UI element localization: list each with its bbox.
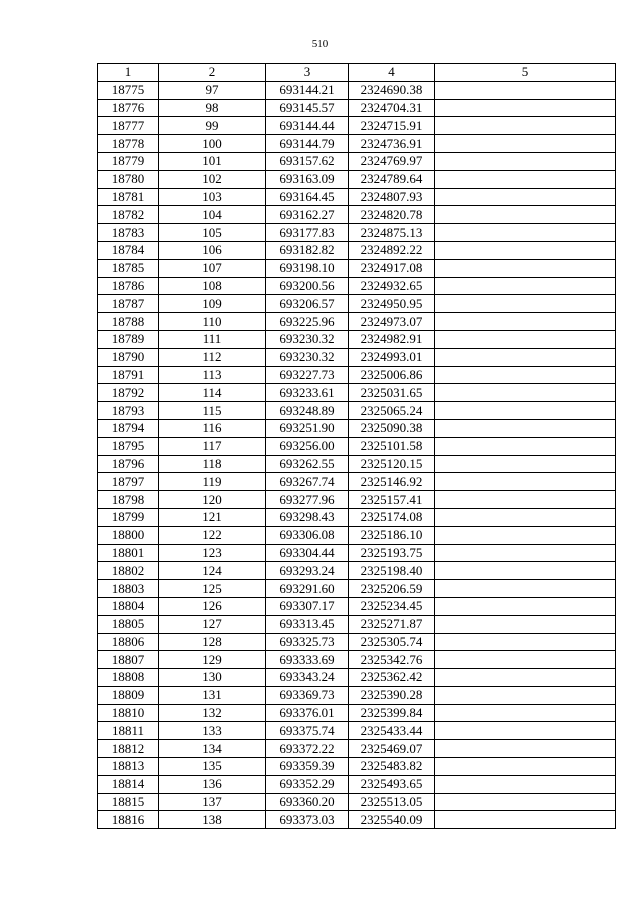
- table-cell: [435, 384, 616, 402]
- table-cell: 693248.89: [266, 402, 349, 420]
- table-cell: 133: [159, 722, 266, 740]
- table-cell: [435, 580, 616, 598]
- table-cell: 2325031.65: [349, 384, 435, 402]
- table-cell: 693164.45: [266, 188, 349, 206]
- table-cell: 18783: [98, 224, 159, 242]
- table-cell: 18801: [98, 544, 159, 562]
- table-cell: 693376.01: [266, 704, 349, 722]
- table-cell: 2324892.22: [349, 241, 435, 259]
- table-cell: 693157.62: [266, 152, 349, 170]
- table-row: [98, 615, 616, 633]
- table-row: [98, 811, 616, 829]
- table-cell: [435, 508, 616, 526]
- table-cell: 693233.61: [266, 384, 349, 402]
- table-cell: 18806: [98, 633, 159, 651]
- table-cell: [435, 437, 616, 455]
- column-header: 2: [159, 64, 266, 82]
- table-cell: 18814: [98, 775, 159, 793]
- table-cell: 693198.10: [266, 259, 349, 277]
- table-row: [98, 508, 616, 526]
- table-cell: 2325342.76: [349, 651, 435, 669]
- table-cell: 131: [159, 686, 266, 704]
- table-cell: 125: [159, 580, 266, 598]
- table-cell: 2325157.41: [349, 491, 435, 509]
- table-row: [98, 384, 616, 402]
- table-cell: 18812: [98, 740, 159, 758]
- table-cell: [435, 188, 616, 206]
- table-cell: 693144.44: [266, 117, 349, 135]
- table-cell: [435, 686, 616, 704]
- table-cell: [435, 135, 616, 153]
- table-cell: 2325206.59: [349, 580, 435, 598]
- table-cell: 693369.73: [266, 686, 349, 704]
- table-cell: 18789: [98, 330, 159, 348]
- table-cell: 18795: [98, 437, 159, 455]
- table-cell: 107: [159, 259, 266, 277]
- column-header: 5: [435, 64, 616, 82]
- table-cell: 693325.73: [266, 633, 349, 651]
- table-cell: 18796: [98, 455, 159, 473]
- table-cell: 123: [159, 544, 266, 562]
- table-cell: 2325186.10: [349, 526, 435, 544]
- table-cell: 693256.00: [266, 437, 349, 455]
- table-cell: 2325305.74: [349, 633, 435, 651]
- table-cell: [435, 277, 616, 295]
- table-cell: 18793: [98, 402, 159, 420]
- table-cell: 115: [159, 402, 266, 420]
- table-cell: 2325390.28: [349, 686, 435, 704]
- table-cell: 18785: [98, 259, 159, 277]
- table-cell: [435, 811, 616, 829]
- table-row: [98, 224, 616, 242]
- table-cell: 2324769.97: [349, 152, 435, 170]
- table-row: [98, 544, 616, 562]
- column-header: 3: [266, 64, 349, 82]
- table-cell: [435, 330, 616, 348]
- table-cell: 18802: [98, 562, 159, 580]
- table-cell: 2325006.86: [349, 366, 435, 384]
- table-cell: 111: [159, 330, 266, 348]
- table-cell: [435, 633, 616, 651]
- table-row: [98, 277, 616, 295]
- table-cell: 693343.24: [266, 669, 349, 687]
- table-cell: 2325120.15: [349, 455, 435, 473]
- table-cell: [435, 740, 616, 758]
- table-cell: 693359.39: [266, 758, 349, 776]
- table-row: [98, 188, 616, 206]
- table-cell: 2325198.40: [349, 562, 435, 580]
- table-row: [98, 402, 616, 420]
- table-cell: 2325483.82: [349, 758, 435, 776]
- table-cell: 18780: [98, 170, 159, 188]
- table-cell: [435, 562, 616, 580]
- table-cell: 112: [159, 348, 266, 366]
- table-row: [98, 366, 616, 384]
- table-cell: 2325469.07: [349, 740, 435, 758]
- table-cell: [435, 152, 616, 170]
- table-cell: 18813: [98, 758, 159, 776]
- table-cell: [435, 117, 616, 135]
- table-cell: 693230.32: [266, 348, 349, 366]
- table-cell: 18777: [98, 117, 159, 135]
- table-cell: 18799: [98, 508, 159, 526]
- table-cell: 2325271.87: [349, 615, 435, 633]
- table-cell: 693291.60: [266, 580, 349, 598]
- table-cell: [435, 455, 616, 473]
- table-cell: 18804: [98, 597, 159, 615]
- table-cell: 693360.20: [266, 793, 349, 811]
- column-header: 1: [98, 64, 159, 82]
- table-body: [98, 81, 616, 828]
- table-cell: [435, 313, 616, 331]
- table-cell: 18805: [98, 615, 159, 633]
- table-row: [98, 99, 616, 117]
- table-cell: 134: [159, 740, 266, 758]
- table-cell: 18800: [98, 526, 159, 544]
- table-cell: 18784: [98, 241, 159, 259]
- table-cell: 18790: [98, 348, 159, 366]
- table-cell: 2325234.45: [349, 597, 435, 615]
- table-cell: 106: [159, 241, 266, 259]
- table-row: [98, 170, 616, 188]
- table-cell: 114: [159, 384, 266, 402]
- table-cell: 18788: [98, 313, 159, 331]
- table-cell: 2324715.91: [349, 117, 435, 135]
- table-cell: 18782: [98, 206, 159, 224]
- table-cell: 2325193.75: [349, 544, 435, 562]
- table-cell: 101: [159, 152, 266, 170]
- table-row: [98, 775, 616, 793]
- table-cell: 100: [159, 135, 266, 153]
- table-row: [98, 437, 616, 455]
- table-cell: 693163.09: [266, 170, 349, 188]
- table-cell: 18781: [98, 188, 159, 206]
- table-header-row: [98, 64, 616, 82]
- table-row: [98, 135, 616, 153]
- table-row: [98, 562, 616, 580]
- table-row: [98, 419, 616, 437]
- table-cell: 693267.74: [266, 473, 349, 491]
- table-cell: 18792: [98, 384, 159, 402]
- table-row: [98, 152, 616, 170]
- table-cell: [435, 206, 616, 224]
- table-cell: [435, 419, 616, 437]
- table-cell: 693227.73: [266, 366, 349, 384]
- table-cell: [435, 544, 616, 562]
- table-cell: 103: [159, 188, 266, 206]
- table-cell: [435, 651, 616, 669]
- table-row: [98, 740, 616, 758]
- table-cell: 2325065.24: [349, 402, 435, 420]
- table-cell: 2324789.64: [349, 170, 435, 188]
- table-cell: 2324875.13: [349, 224, 435, 242]
- table-cell: 135: [159, 758, 266, 776]
- table-cell: 137: [159, 793, 266, 811]
- table-cell: 693230.32: [266, 330, 349, 348]
- table-cell: 2324993.01: [349, 348, 435, 366]
- table-row: [98, 313, 616, 331]
- table-cell: 18807: [98, 651, 159, 669]
- table-cell: [435, 758, 616, 776]
- table-cell: 693313.45: [266, 615, 349, 633]
- table-cell: 18787: [98, 295, 159, 313]
- table-cell: 18816: [98, 811, 159, 829]
- table-cell: 18779: [98, 152, 159, 170]
- table-row: [98, 669, 616, 687]
- table-cell: [435, 473, 616, 491]
- table-cell: 127: [159, 615, 266, 633]
- table-cell: 99: [159, 117, 266, 135]
- table-cell: 2324973.07: [349, 313, 435, 331]
- table-cell: 122: [159, 526, 266, 544]
- table-cell: 2325540.09: [349, 811, 435, 829]
- table-cell: 693144.21: [266, 81, 349, 99]
- table-cell: 2325101.58: [349, 437, 435, 455]
- table-cell: 18794: [98, 419, 159, 437]
- table-cell: 693293.24: [266, 562, 349, 580]
- table-cell: [435, 241, 616, 259]
- table-cell: 18778: [98, 135, 159, 153]
- table-cell: 2324917.08: [349, 259, 435, 277]
- table-cell: [435, 704, 616, 722]
- table-row: [98, 473, 616, 491]
- table-cell: [435, 722, 616, 740]
- table-cell: 693145.57: [266, 99, 349, 117]
- table-row: [98, 597, 616, 615]
- table-cell: [435, 491, 616, 509]
- table-cell: 693307.17: [266, 597, 349, 615]
- table-cell: 120: [159, 491, 266, 509]
- table-cell: 2325146.92: [349, 473, 435, 491]
- table-cell: 693352.29: [266, 775, 349, 793]
- table-cell: 693182.82: [266, 241, 349, 259]
- table-cell: 693333.69: [266, 651, 349, 669]
- table-row: [98, 206, 616, 224]
- table-cell: 693200.56: [266, 277, 349, 295]
- table-cell: 2324982.91: [349, 330, 435, 348]
- table-cell: 693162.27: [266, 206, 349, 224]
- table-row: [98, 330, 616, 348]
- table-cell: 2325433.44: [349, 722, 435, 740]
- table-cell: 2325090.38: [349, 419, 435, 437]
- table-cell: 2325493.65: [349, 775, 435, 793]
- table-cell: 138: [159, 811, 266, 829]
- column-header: 4: [349, 64, 435, 82]
- table-cell: 18803: [98, 580, 159, 598]
- table-cell: 2324820.78: [349, 206, 435, 224]
- table-cell: 693306.08: [266, 526, 349, 544]
- table-cell: 108: [159, 277, 266, 295]
- table-row: [98, 758, 616, 776]
- table-cell: 102: [159, 170, 266, 188]
- table-cell: 116: [159, 419, 266, 437]
- table-row: [98, 580, 616, 598]
- table-cell: 693262.55: [266, 455, 349, 473]
- table-row: [98, 81, 616, 99]
- table-row: [98, 651, 616, 669]
- table-cell: 693144.79: [266, 135, 349, 153]
- table-cell: 113: [159, 366, 266, 384]
- table-cell: 129: [159, 651, 266, 669]
- table-cell: 117: [159, 437, 266, 455]
- table-cell: 109: [159, 295, 266, 313]
- table-cell: 693375.74: [266, 722, 349, 740]
- table-cell: 2324932.65: [349, 277, 435, 295]
- table-cell: 97: [159, 81, 266, 99]
- coordinates-table: [97, 63, 616, 829]
- table-cell: 693251.90: [266, 419, 349, 437]
- table-cell: 18775: [98, 81, 159, 99]
- table-cell: 2325362.42: [349, 669, 435, 687]
- table-cell: [435, 526, 616, 544]
- table-cell: [435, 615, 616, 633]
- table-row: [98, 455, 616, 473]
- table-cell: 18791: [98, 366, 159, 384]
- table-cell: 693225.96: [266, 313, 349, 331]
- table-cell: 119: [159, 473, 266, 491]
- table-row: [98, 259, 616, 277]
- table-cell: [435, 775, 616, 793]
- table-row: [98, 526, 616, 544]
- table-row: [98, 722, 616, 740]
- table-cell: [435, 99, 616, 117]
- table-cell: [435, 81, 616, 99]
- table-cell: 121: [159, 508, 266, 526]
- table-row: [98, 704, 616, 722]
- table-cell: 18809: [98, 686, 159, 704]
- table-cell: 118: [159, 455, 266, 473]
- table-cell: 98: [159, 99, 266, 117]
- table-cell: 693177.83: [266, 224, 349, 242]
- table-cell: [435, 348, 616, 366]
- table-cell: 2324736.91: [349, 135, 435, 153]
- table-row: [98, 241, 616, 259]
- table-cell: 18811: [98, 722, 159, 740]
- table-cell: 693304.44: [266, 544, 349, 562]
- table-cell: [435, 295, 616, 313]
- table-cell: 693206.57: [266, 295, 349, 313]
- table-row: [98, 348, 616, 366]
- table-cell: 18786: [98, 277, 159, 295]
- table-row: [98, 793, 616, 811]
- table-cell: 2325513.05: [349, 793, 435, 811]
- table-cell: 2324690.38: [349, 81, 435, 99]
- table-cell: 126: [159, 597, 266, 615]
- table-cell: [435, 597, 616, 615]
- table-cell: 105: [159, 224, 266, 242]
- table-cell: 18776: [98, 99, 159, 117]
- table-cell: 693373.03: [266, 811, 349, 829]
- table-cell: 693298.43: [266, 508, 349, 526]
- table-row: [98, 117, 616, 135]
- table-cell: 128: [159, 633, 266, 651]
- table-cell: [435, 224, 616, 242]
- table-cell: 132: [159, 704, 266, 722]
- table-cell: 2325399.84: [349, 704, 435, 722]
- table-cell: 18797: [98, 473, 159, 491]
- table-cell: [435, 669, 616, 687]
- table-cell: 693277.96: [266, 491, 349, 509]
- table-cell: 124: [159, 562, 266, 580]
- table-row: [98, 633, 616, 651]
- table-cell: 130: [159, 669, 266, 687]
- table-cell: 18815: [98, 793, 159, 811]
- table-cell: 18808: [98, 669, 159, 687]
- table-cell: [435, 793, 616, 811]
- table-row: [98, 686, 616, 704]
- table-cell: [435, 402, 616, 420]
- table-cell: 18798: [98, 491, 159, 509]
- table-cell: 2325174.08: [349, 508, 435, 526]
- table-cell: [435, 170, 616, 188]
- table-cell: 136: [159, 775, 266, 793]
- table-cell: 2324704.31: [349, 99, 435, 117]
- table-row: [98, 491, 616, 509]
- table-cell: 2324807.93: [349, 188, 435, 206]
- table-cell: [435, 366, 616, 384]
- page-number: 510: [311, 38, 329, 50]
- table-cell: 693372.22: [266, 740, 349, 758]
- table-cell: 2324950.95: [349, 295, 435, 313]
- table-cell: [435, 259, 616, 277]
- table-cell: 104: [159, 206, 266, 224]
- table-cell: 110: [159, 313, 266, 331]
- table-cell: 18810: [98, 704, 159, 722]
- table-row: [98, 295, 616, 313]
